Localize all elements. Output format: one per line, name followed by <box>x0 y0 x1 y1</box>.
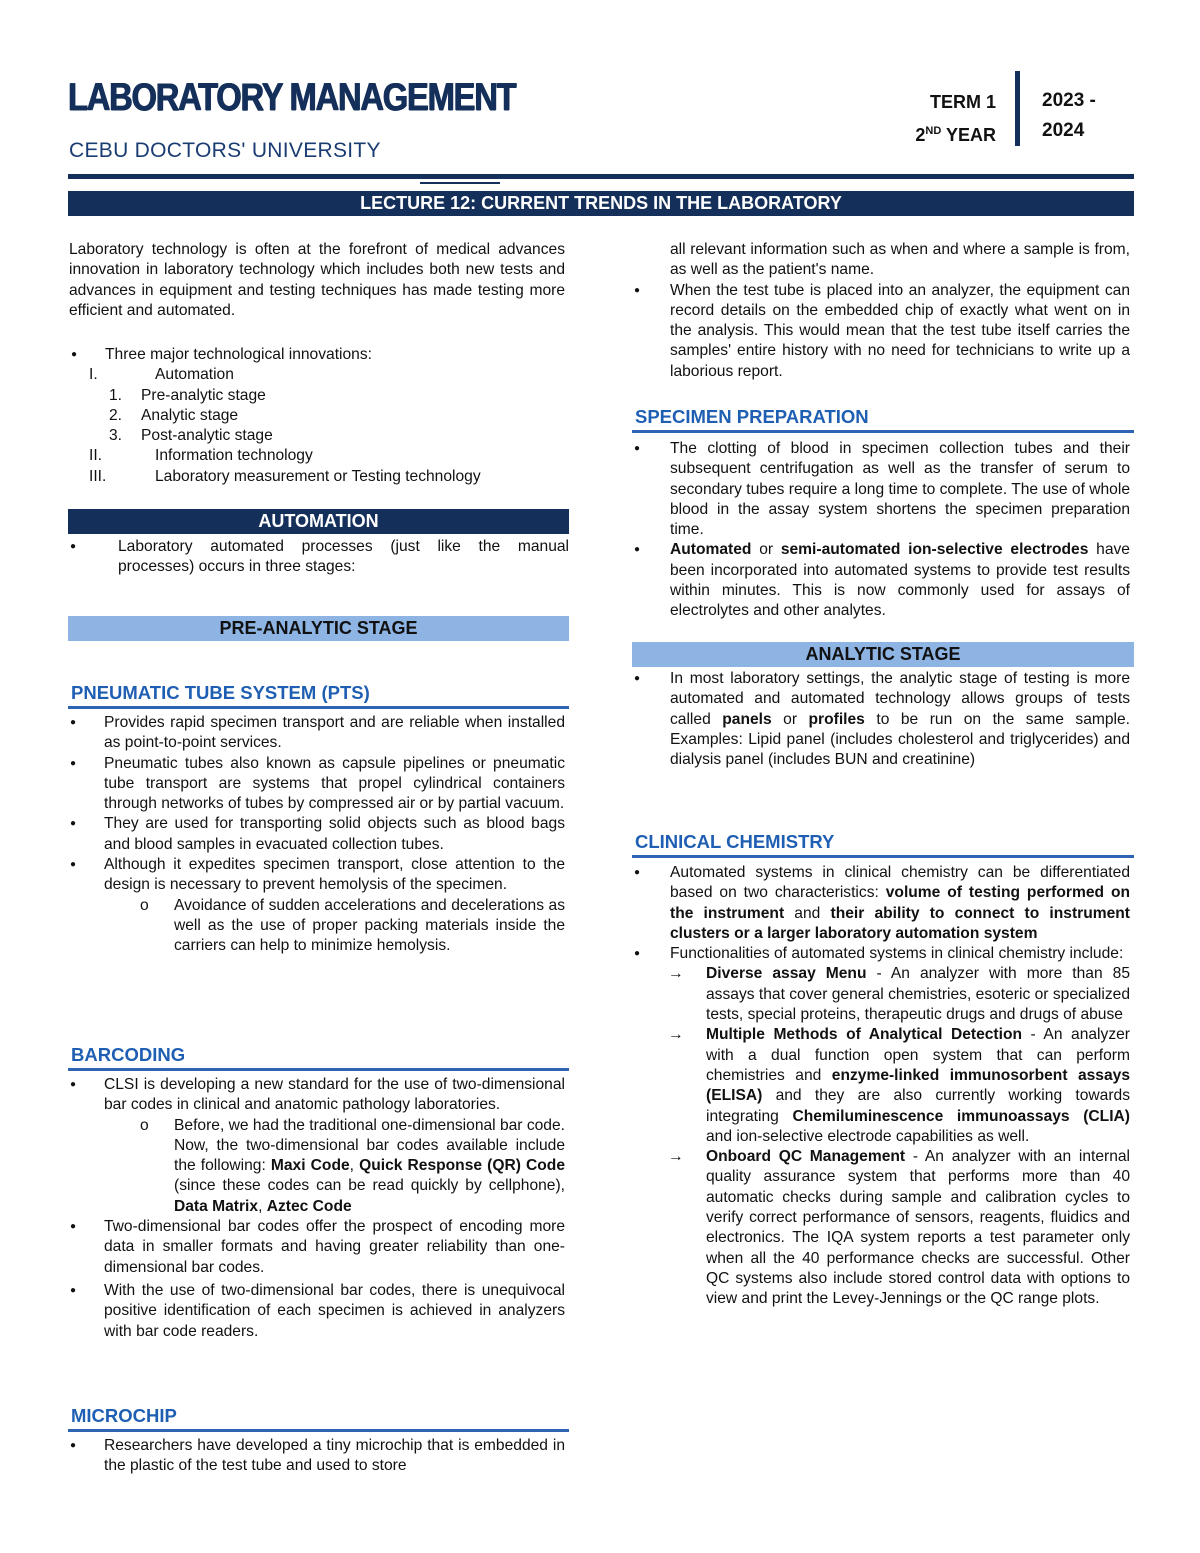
document-title: LABORATORY MANAGEMENT <box>68 76 516 119</box>
clinical-chemistry-heading: CLINICAL CHEMISTRY <box>632 830 1134 858</box>
analytic-bar: ANALYTIC STAGE <box>632 642 1134 667</box>
arrow-list-item: → Onboard QC Management - An analyzer with an internal quality assurance system that performs more than 40 automatic checks during sample and calibration cycles to verify correct performance of sensors, reagents, fluidics and electronics. The IQA system reports a test parameter only when all the 40 performance checks are successful. Other QC systems also include stored control data with options to view and print the Levey-Jennings or the QC range plots. <box>632 1147 1130 1309</box>
list-item: ● Two-dimensional bar codes offer the prospect of encoding more data in smaller formats and having greater reliability than one-dimensional bar codes. <box>68 1217 565 1278</box>
barcoding-heading: BARCODING <box>68 1043 569 1071</box>
microchip-continued <box>632 240 1130 382</box>
barcoding-section <box>68 1043 569 1342</box>
list-item: ● Automated or semi-automated ion-selective electrodes have been incorporated into automated systems to provide test results within minutes. This is now commonly used for assays of electrolytes and other analytes. <box>632 540 1130 621</box>
innovations-heading: ● Three major technological innovations: <box>69 345 565 365</box>
list-item: ● Pneumatic tubes also known as capsule pipelines or pneumatic tube transport are systems that propel cylindrical containers through networks of tubes by compressed air or by partial vacuum. <box>68 754 565 815</box>
list-item-continued: all relevant information such as when and where a sample is from, as well as the patient's name. <box>670 241 1130 279</box>
list-item: ● Provides rapid specimen transport and are reliable when installed as point-to-point services. <box>68 713 565 754</box>
list-item: ● Although it expedites specimen transport, close attention to the design is necessary to prevent hemolysis of the specimen. <box>68 855 565 896</box>
microchip-section <box>68 1404 569 1477</box>
innovations-list <box>69 345 565 487</box>
university-name: CEBU DOCTORS' UNIVERSITY <box>69 139 381 162</box>
list-item: ● Automated systems in clinical chemistry can be differentiated based on two characteristics: volume of testing performed on the instrument and their ability to connect to instrument clusters or a larger laboratory automation system <box>632 863 1130 944</box>
analytic-section <box>632 642 1134 770</box>
automation-text: ● Laboratory automated processes (just like the manual processes) occurs in three stages: <box>68 537 569 578</box>
automation-section <box>68 509 569 578</box>
term-block <box>900 88 996 150</box>
lecture-title-bar: LECTURE 12: CURRENT TRENDS IN THE LABORATORY <box>68 191 1134 216</box>
pts-heading: PNEUMATIC TUBE SYSTEM (PTS) <box>68 681 569 709</box>
list-item: II. Information technology <box>89 447 313 465</box>
list-item: ● CLSI is developing a new standard for the use of two-dimensional bar codes in clinical and anatomic pathology laboratories. <box>68 1075 565 1116</box>
clinical-chemistry-section <box>632 830 1134 1310</box>
header-rule <box>68 174 1134 179</box>
list-item: I. Automation <box>89 366 234 384</box>
list-item: ● In most laboratory settings, the analytic stage of testing is more automated and automated technology allows groups of tests called panels or profiles to be run on the same sample. Examples: Lipid panel (includes cholesterol and triglycerides) and dialysis panel (includes BUN and creatinine) <box>632 669 1130 770</box>
left-intro <box>69 240 565 321</box>
automation-bar: AUTOMATION <box>68 509 569 534</box>
list-item: ● They are used for transporting solid objects such as blood bags and blood samples in evacuated collection tubes. <box>68 814 565 855</box>
list-item: ● Researchers have developed a tiny microchip that is embedded in the plastic of the test tube and used to store <box>68 1436 565 1477</box>
header-rule-accent <box>420 182 500 184</box>
specimen-prep-section <box>632 405 1134 622</box>
list-item: 3. Post-analytic stage <box>109 427 273 445</box>
preanalytic-section <box>68 616 569 641</box>
school-year: 2023 - 2024 <box>1042 90 1096 141</box>
preanalytic-bar: PRE-ANALYTIC STAGE <box>68 616 569 641</box>
sub-list-item: o Before, we had the traditional one-dimensional bar code. Now, the two-dimensional bar codes available include the following: Maxi Code, Quick Response (QR) Code (since these codes can be read quickly by cellphone), Data Matrix, Aztec Code <box>68 1116 565 1217</box>
arrow-list-item: → Diverse assay Menu - An analyzer with more than 85 assays that cover general chemistries, esoteric or specialized tests, special proteins, therapeutic drugs and drugs of abuse <box>632 964 1130 1025</box>
list-item: 2. Analytic stage <box>109 406 239 424</box>
list-item: ● When the test tube is placed into an analyzer, the equipment can record details on the embedded chip of exactly what went on in the analysis. This would mean that the test tube itself carries the samples' entire history with no need for technicians to write up a laborious report. <box>632 281 1130 382</box>
list-item: 1. Pre-analytic stage <box>109 386 266 404</box>
intro-paragraph: Laboratory technology is often at the forefront of medical advances innovation in laboratory technology which includes both new tests and advances in equipment and testing techniques has made testing more efficient and automated. <box>69 241 565 319</box>
sub-list-item: o Avoidance of sudden accelerations and decelerations as well as the use of proper packing materials inside the carriers can help to minimize hemolysis. <box>68 896 565 957</box>
term-label: TERM 1 <box>929 92 996 112</box>
list-item: ● Functionalities of automated systems in clinical chemistry include: <box>632 944 1130 964</box>
microchip-heading: MICROCHIP <box>68 1404 569 1432</box>
header-divider <box>1015 71 1020 146</box>
list-item: ● With the use of two-dimensional bar codes, there is unequivocal positive identification of each specimen is achieved in analyzers with bar code readers. <box>68 1281 565 1342</box>
list-item: III. Laboratory measurement or Testing technology <box>89 467 481 485</box>
specimen-prep-heading: SPECIMEN PREPARATION <box>632 405 1134 433</box>
arrow-list-item: → Multiple Methods of Analytical Detection - An analyzer with a dual function open system that can perform chemistries and enzyme-linked immunosorbent assays (ELISA) and they are also currently working towards integrating Chemiluminescence immunoassays (CLIA) and ion-selective electrode capabilities as well. <box>632 1025 1130 1147</box>
list-item: ● The clotting of blood in specimen collection tubes and their subsequent centrifugation as well as the transfer of serum to secondary tubes require a long time to complete. The use of whole blood in the assay system shortens the specimen preparation time. <box>632 439 1130 540</box>
pts-section <box>68 681 569 957</box>
year-level: 2ND YEAR <box>915 125 996 145</box>
